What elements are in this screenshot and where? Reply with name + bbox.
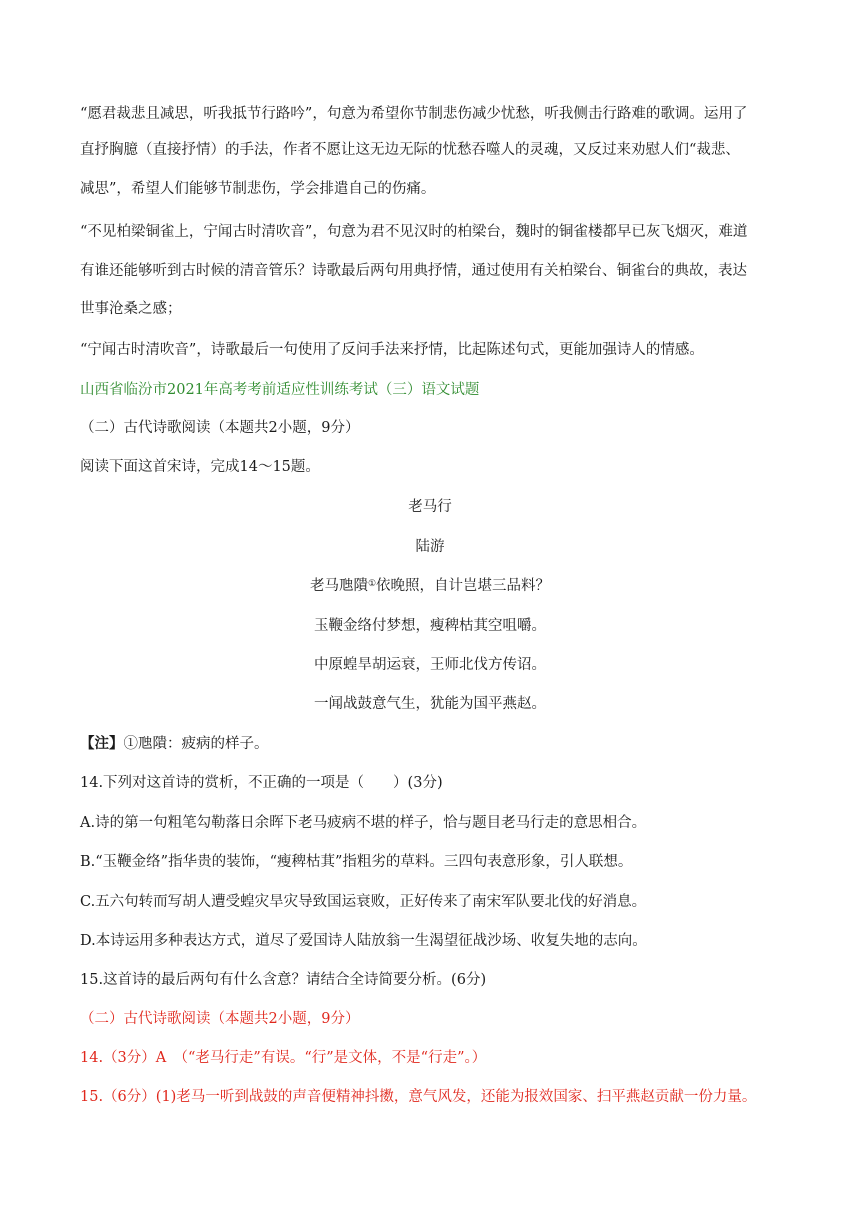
q14-option-a: A.诗的第一句粗笔勾勒落日余晖下老马疲病不堪的样子，恰与题目老马行走的意思相合。 [80, 815, 647, 831]
answer-15: 15.（6分）(1)老马一听到战鼓的声音便精神抖擞，意气风发，还能为报效国家、扫平燕赵贡献一份力量。 [80, 1089, 757, 1105]
poem-line-1-post: 依晚照，自计岂堪三品料？ [376, 578, 551, 594]
poem-line-4: 一闻战鼓意气生，犹能为国平燕赵。 [314, 696, 546, 712]
section-title: （二）古代诗歌阅读（本题共2小题，9分） [80, 420, 360, 436]
answer-section: （二）古代诗歌阅读（本题共2小题，9分） [80, 1011, 360, 1027]
poem-title: 老马行 [408, 499, 452, 515]
analysis-para2-line2: 有谁还能够听到古时候的清音管乐？诗歌最后两句用典抒情，通过使用有关柏梁台、铜雀台的典故，表达 [80, 263, 747, 279]
analysis-para1-line1: “愿君裁悲且减思，听我抵节行路吟”，句意为希望你节制悲伤减少忧愁，听我侧击行路难的歌调。运用了 [80, 106, 748, 122]
analysis-para3: “宁闻古时清吹音”，诗歌最后一句使用了反问手法来抒情，比起陈述句式，更能加强诗人的情感。 [80, 342, 704, 358]
analysis-para1-line3: 减思”，希望人们能够节制悲伤，学会排遣自己的伤痛。 [80, 181, 436, 197]
poem-line-1 [0, 576, 860, 596]
answer-14: 14.（3分）A （“老马行走”有误。“行”是文体，不是“行走”。） [80, 1050, 487, 1066]
note [80, 734, 269, 754]
footnote-marker: ① [367, 579, 377, 589]
analysis-para2-line1: “不见柏梁铜雀上，宁闻古时清吹音”，句意为君不见汉时的柏梁台，魏时的铜雀楼都早已灰飞烟灭，难道 [80, 224, 748, 240]
note-label: 【注】 [80, 735, 124, 752]
q15-stem: 15.这首诗的最后两句有什么含意？请结合全诗简要分析。(6分) [80, 972, 487, 988]
poem-line-2: 玉鞭金络付梦想，瘦稗枯萁空咀嚼。 [314, 618, 546, 634]
poem-line-1-pre: 老马虺隤 [309, 578, 368, 594]
q14-stem: 14.下列对这首诗的赏析，不正确的一项是（ ）(3分) [80, 775, 443, 791]
source-title: 山西省临汾市2021年高考考前适应性训练考试（三）语文试题 [80, 382, 480, 398]
q14-option-d: D.本诗运用多种表达方式，道尽了爱国诗人陆放翁一生渴望征战沙场、收复失地的志向。 [80, 933, 647, 949]
analysis-para1-line2: 直抒胸臆（直接抒情）的手法，作者不愿让这无边无际的忧愁吞噬人的灵魂，又反过来劝慰人们“裁悲、 [80, 142, 740, 158]
note-text: ①虺隤：疲病的样子。 [123, 736, 269, 752]
analysis-para2-line3: 世事沧桑之感； [80, 301, 182, 317]
q14-option-b: B.“玉鞭金络”指华贵的装饰，“瘦稗枯萁”指粗劣的草料。三四句表意形象，引人联想。 [80, 854, 633, 870]
poem-line-3: 中原蝗旱胡运衰，王师北伐方传诏。 [314, 657, 546, 673]
poem-author: 陆游 [415, 539, 445, 555]
instruction: 阅读下面这首宋诗，完成14～15题。 [80, 459, 320, 475]
q14-option-c: C.五六句转而写胡人遭受蝗灾旱灾导致国运衰败，正好传来了南宋军队要北伐的好消息。 [80, 894, 647, 910]
